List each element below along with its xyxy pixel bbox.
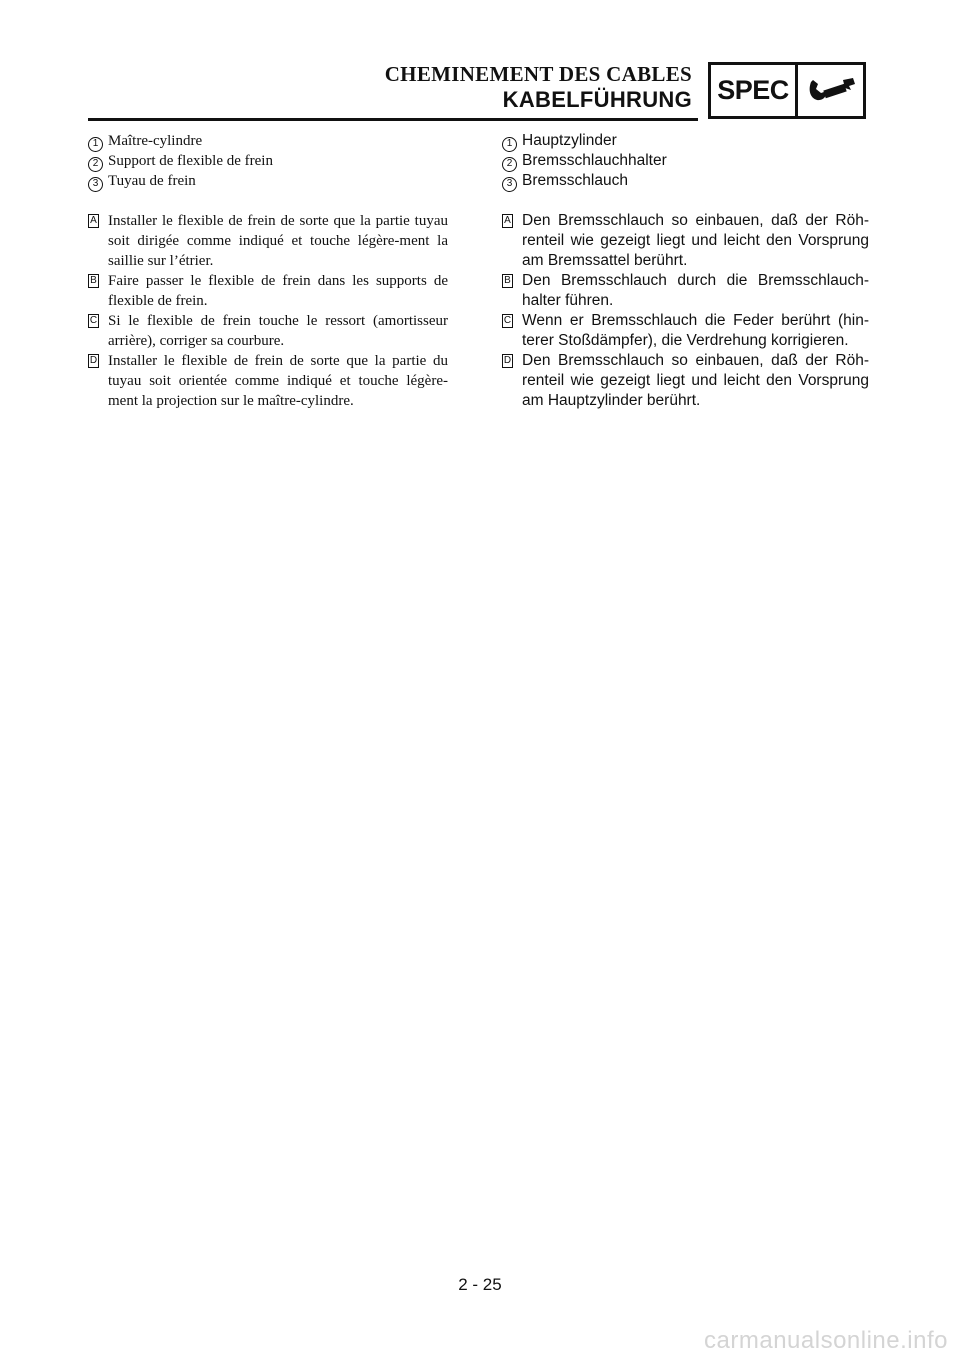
note-text: Wenn er Bremsschlauch die Feder berührt (hin-terer Stoßdämpfer), die Verdrehung korrigieren.: [522, 312, 869, 349]
note-item: [502, 211, 869, 271]
list-item: [502, 151, 869, 171]
note-letter: A: [502, 214, 513, 228]
page-title-french: CHEMINEMENT DES CABLES: [384, 62, 692, 86]
page-number: 2 - 25: [458, 1275, 502, 1294]
note-item: [502, 311, 869, 351]
item-number: 2: [502, 157, 517, 172]
note-text: Faire passer le flexible de frein dans les supports de flexible de frein.: [108, 273, 448, 309]
note-letter: A: [88, 214, 99, 228]
note-item: [88, 311, 448, 351]
note-letter: B: [88, 274, 99, 288]
item-number: 2: [88, 157, 103, 172]
note-text: Den Bremsschlauch durch die Bremsschlauch-halter führen.: [522, 272, 869, 309]
item-text: Hauptzylinder: [522, 132, 617, 149]
note-item: [502, 351, 869, 411]
header-divider: [88, 118, 698, 121]
item-number: 1: [502, 137, 517, 152]
note-item: [88, 211, 448, 271]
note-letter: B: [502, 274, 513, 288]
note-letter: C: [503, 315, 512, 326]
note-letter: D: [503, 355, 512, 366]
wrench-icon: [798, 65, 863, 116]
item-number: 1: [88, 137, 103, 152]
list-item: [88, 171, 448, 191]
item-text: Bremsschlauch: [522, 172, 628, 189]
item-number: 3: [502, 177, 517, 192]
list-item: [502, 131, 869, 151]
note-item: [502, 271, 869, 311]
item-text: Tuyau de frein: [108, 173, 196, 189]
spec-label: SPEC: [711, 65, 798, 116]
watermark: carmanualsonline.info: [704, 1327, 948, 1354]
list-item: [88, 131, 448, 151]
item-number: 3: [88, 177, 103, 192]
note-text: Installer le flexible de frein de sorte que la partie du tuyau soit orientée comme indiqué et touche légère-ment la projection sur le maître-cylindre.: [108, 353, 448, 409]
note-text: Den Bremsschlauch so einbauen, daß der Röh-renteil wie gezeigt liegt und leicht den Vorsprung am Hauptzylinder berührt.: [522, 352, 869, 409]
french-column: [88, 131, 448, 411]
note-item: [88, 271, 448, 311]
section-badge: [708, 62, 866, 119]
note-text: Den Bremsschlauch so einbauen, daß der Röh-renteil wie gezeigt liegt und leicht den Vorsprung am Bremssattel berührt.: [522, 212, 869, 269]
page-title-german: KABELFÜHRUNG: [502, 87, 692, 112]
note-text: Si le flexible de frein touche le ressort (amortisseur arrière), corriger sa courbure.: [108, 313, 448, 349]
note-text: Installer le flexible de frein de sorte que la partie tuyau soit dirigée comme indiqué et touche légère-ment la saillie sur l’étrier.: [108, 213, 448, 269]
list-item: [502, 171, 869, 191]
note-item: [88, 351, 448, 411]
item-text: Support de flexible de frein: [108, 153, 273, 169]
note-letter: C: [89, 315, 98, 326]
german-column: [502, 131, 869, 411]
item-text: Bremsschlauchhalter: [522, 152, 667, 169]
list-item: [88, 151, 448, 171]
note-letter: D: [89, 355, 98, 366]
item-text: Maître-cylindre: [108, 133, 203, 149]
